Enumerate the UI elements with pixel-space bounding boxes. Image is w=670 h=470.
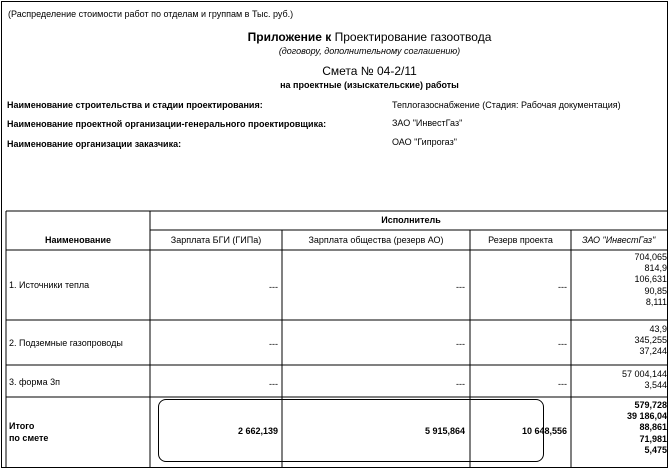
cell-value: 71,981 — [639, 433, 667, 444]
cell-value: 57 004,144 — [621, 369, 667, 379]
info-label-construction: Наименование строительства и стадии проектирования: — [7, 100, 263, 110]
cell-values-underground-pipelines — [572, 324, 667, 358]
cell-value: 704,065 — [634, 252, 667, 262]
unit-note: (Распределение стоимости работ по отделам и группам в Тыс. руб.) — [8, 9, 294, 19]
column-header-company-salary: Зарплата общества (резерв АО) — [308, 235, 444, 245]
row-name-form-3p: 3. форма 3п — [9, 377, 60, 387]
row-name-underground-pipelines: 2. Подземные газопроводы — [9, 338, 123, 348]
info-value-customer: ОАО "Гипрогаз" — [392, 137, 457, 147]
cell-value: 90,85 — [644, 285, 667, 296]
row-name-heat-sources: 1. Источники тепла — [9, 280, 90, 290]
column-header-name: Наименование — [44, 235, 112, 245]
info-label-customer: Наименование организации заказчика: — [7, 139, 182, 149]
cell-value: 3,544 — [644, 380, 667, 391]
cell-value: 8,111 — [645, 296, 667, 307]
cell-dash: --- — [456, 379, 465, 389]
cell-values-heat-sources — [572, 252, 667, 308]
document-subtitle: (договору, дополнительному соглашению) — [278, 46, 461, 56]
group-header-executor: Исполнитель — [381, 215, 441, 225]
cell-dash: --- — [269, 379, 278, 389]
total-gip-salary: 2 662,139 — [237, 426, 278, 436]
cell-dash: --- — [558, 282, 567, 292]
cell-dash: --- — [558, 379, 567, 389]
cell-value: 37,244 — [639, 346, 667, 357]
info-label-designer: Наименование проектной организации-генерального проектировщика: — [7, 119, 327, 129]
title-project: Проектирование газоотвода — [334, 30, 492, 44]
estimate-number: Смета № 04-2/11 — [322, 64, 417, 78]
info-value-construction: Теплогазоснабжение (Стадия: Рабочая документация) — [392, 100, 621, 110]
column-header-investgaz: ЗАО "ИнвестГаз" — [582, 235, 656, 245]
cell-value: 39 186,04 — [626, 411, 667, 422]
cell-values-form-3p — [572, 369, 667, 391]
cell-value: 106,631 — [634, 274, 667, 285]
cell-dash: --- — [269, 282, 278, 292]
cell-dash: --- — [456, 339, 465, 349]
column-header-gip-salary: Зарплата БГИ (ГИПа) — [170, 235, 262, 245]
document-page — [1, 1, 668, 468]
cell-value: 88,861 — [639, 422, 667, 433]
cell-dash: --- — [558, 339, 567, 349]
column-header-project-reserve: Резерв проекта — [488, 235, 553, 245]
cell-dash: --- — [269, 339, 278, 349]
cell-dash: --- — [456, 282, 465, 292]
cell-value: 814,9 — [644, 263, 667, 274]
total-company-salary: 5 915,864 — [424, 426, 465, 436]
cell-value: 345,255 — [634, 335, 667, 346]
works-type: на проектные (изыскательские) работы — [280, 80, 459, 90]
cell-value: 43,9 — [649, 324, 667, 334]
total-label-line1: Итого — [9, 421, 35, 431]
total-values-investgaz — [572, 400, 667, 456]
total-project-reserve: 10 648,556 — [521, 426, 567, 436]
title-prefix: Приложение к — [247, 30, 332, 44]
cell-value: 5,475 — [644, 444, 667, 455]
info-value-designer: ЗАО "ИнвестГаз" — [392, 118, 463, 128]
cell-value: 579,728 — [634, 400, 667, 410]
total-label-line2: по смете — [9, 433, 49, 443]
